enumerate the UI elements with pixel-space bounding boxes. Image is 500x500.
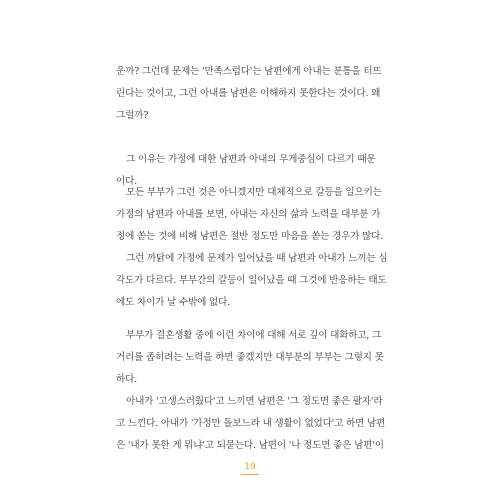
- text-line: 가정의 남편과 아내를 보면, 아내는 자신의 삶과 노력을 대부분 가: [116, 209, 381, 220]
- text-line: 각도가 다르다. 부부간의 갈등이 일어났을 때 그것에 반응하는 태도: [116, 275, 387, 286]
- text-line: 린다는 것이고, 그런 아내를 남편은 이해하지 못한다는 것이다. 왜: [116, 88, 381, 99]
- paragraph-4: [116, 248, 388, 314]
- text-line: 그럴까?: [116, 110, 149, 121]
- text-line: 운까? 그런데 문제는 '만족스럽다'는 남편에게 아내는 분통을 터뜨: [116, 66, 382, 77]
- text-line: 그 이유는 가정에 대한 남편과 아내의 무게중심이 다르기 때문: [126, 154, 376, 165]
- paragraph-1: [116, 61, 388, 127]
- text-line: 에도 차이가 날 수밖에 없다.: [116, 297, 230, 308]
- text-line: 이다.: [116, 176, 137, 187]
- paragraph-3: [116, 182, 388, 248]
- text-line: 고 느낀다. 아내가 '가정만 돌보느라 내 생활이 없었다'고 하면 남편: [116, 418, 386, 429]
- text-line: 그런 까닭에 가정에 문제가 일어났을 때 남편과 아내가 느끼는 심: [126, 253, 388, 264]
- paragraph-6: [116, 391, 388, 457]
- page-number-underline: [241, 474, 259, 475]
- text-line: 거리를 좁히려는 노력을 하면 좋겠지만 대부분의 부부는 그렇지 못: [116, 352, 384, 363]
- text-line: 모든 부부가 그런 것은 아니겠지만 대체적으로 갈등을 일으키는: [126, 187, 382, 198]
- text-line: 은 '내가 못한 게 뭐냐'고 되묻는다. 남편이 '나 정도면 좋은 남편'이: [116, 440, 384, 451]
- page-number: 19: [244, 462, 256, 472]
- text-line: 정에 쏟는 것에 비해 남편은 절반 정도만 마음을 쏟는 경우가 많다.: [116, 231, 384, 242]
- text-line: 하다.: [116, 374, 137, 385]
- text-line: 부부가 결혼생활 중에 이런 차이에 대해 서로 깊이 대화하고, 그: [126, 330, 382, 341]
- text-line: 아내가 '고생스러웠다'고 느끼면 남편은 '그 정도면 좋은 팔자'라: [126, 396, 383, 407]
- paragraph-5: [116, 325, 388, 391]
